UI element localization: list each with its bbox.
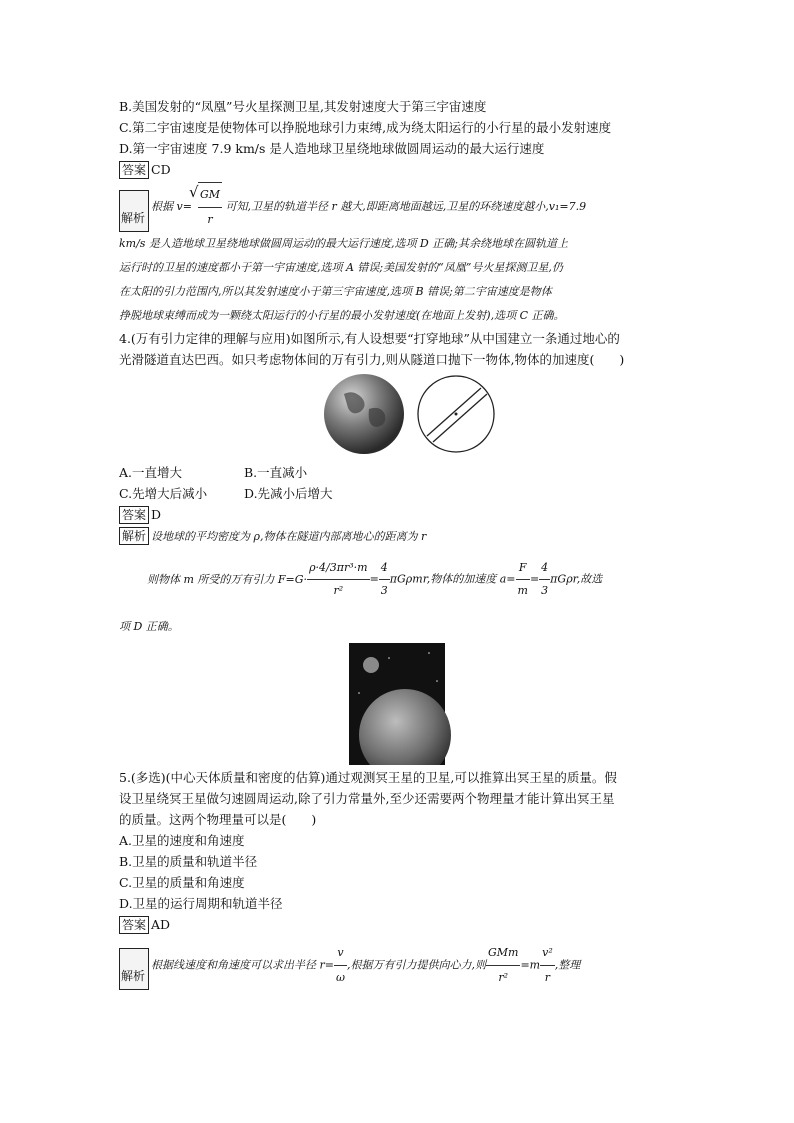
document-page [119, 96, 679, 990]
sqrt-formula: √ $\frac{GM}{r}$ [198, 182, 222, 232]
acceleration-fraction: $\frac{F}{m}$ [516, 557, 530, 602]
four-thirds-fraction-1: $\frac{4}{3}$ [379, 557, 390, 602]
earth-center-dot [455, 413, 458, 416]
option-c: C.第二宇宙速度是使物体可以挣脱地球引力束缚,成为绕太阳运行的小行星的最小发射速度 [119, 120, 612, 135]
pluto-figure-svg [119, 643, 679, 765]
moon-charon [363, 657, 379, 673]
q5-analysis-row: 解析 根据线速度和角速度可以求出半径 r= $\frac{v}{\omega}$ ,根据万有引力提供向心力,则 $\frac{\text{GMm}}{\text{r²}}$ =m $\frac{\text{v²}}{r}$ ,整理 [119, 941, 679, 990]
question-4-options-row-1 [119, 462, 679, 483]
q4-answer-row [119, 504, 679, 525]
answer-value: CD [151, 162, 171, 177]
earth-figure-svg [119, 374, 679, 454]
analysis-line-4: 在太阳的引力范围内,所以其发射速度小于第三宇宙速度,选项 B 错误;第二宇宙速度是物体 [119, 285, 552, 298]
centripetal-fraction: $\frac{\text{v²}}{r}$ [540, 941, 555, 990]
q5-answer-label: 答案 [119, 916, 149, 934]
q5-answer-row [119, 914, 679, 935]
earth-globe [324, 374, 404, 454]
question-4-options-row-2 [119, 483, 679, 504]
radius-fraction: $\frac{v}{\omega}$ [334, 941, 347, 990]
tunnel-wall-1 [427, 388, 481, 436]
q5-answer-value: AD [151, 917, 171, 932]
earth-tunnel-figure [119, 374, 679, 454]
q4-option-c: C.先增大后减小 [119, 486, 208, 501]
question-5-line-3: 的质量。这两个物理量可以是( ) [119, 812, 317, 827]
question-5-line-2: 设卫星绕冥王星做匀速圆周运动,除了引力常量外,至少还需要两个物理量才能计算出冥王星 [119, 791, 615, 806]
question-4-line-2: 光滑隧道直达巴西。如只考虑物体间的万有引力,则从隧道口抛下一物体,物体的加速度( ) [119, 352, 625, 367]
q5-option-b: B.卫星的质量和轨道半径 [119, 854, 258, 869]
q5-option-d: D.卫星的运行周期和轨道半径 [119, 896, 283, 911]
q5-analysis-label-box: 解析 [119, 948, 149, 990]
q4-option-b: B.一直减小 [244, 465, 308, 480]
q4-answer-label: 答案 [119, 506, 149, 524]
analysis-line-2: km/s 是人造地球卫星绕地球做圆周运动的最大运行速度,选项 D 正确;其余绕地球在圆轨道上 [119, 237, 568, 250]
tunnel-wall-2 [433, 394, 487, 442]
four-thirds-fraction-2: $\frac{4}{3}$ [539, 557, 550, 602]
analysis-row-1: 解析 根据 v= √ $\frac{GM}{r}$ 可知,卫星的轨道半径 r 越大,即距离地面越远,卫星的环绕速度越小,v₁=7.9 [119, 182, 679, 232]
q4-option-a: A.一直增大 [119, 465, 183, 480]
answer-row [119, 159, 679, 180]
q4-analysis-end: 项 D 正确。 [119, 620, 179, 633]
analysis-label-box: 解析 [119, 190, 149, 232]
q4-analysis-label: 解析 [119, 527, 149, 545]
q4-analysis-row-1: 解析 设地球的平均密度为 ρ,物体在隧道内部离地心的距离为 r [119, 525, 679, 549]
q5-option-a: A.卫星的速度和角速度 [119, 833, 245, 848]
analysis-line-3: 运行时的卫星的速度都小于第一宇宙速度,选项 A 错误;美国发射的“凤凰”号火星探测卫星,仍 [119, 261, 563, 274]
answer-label: 答案 [119, 161, 149, 179]
q5-option-c: C.卫星的质量和角速度 [119, 875, 245, 890]
option-b: B.美国发射的“凤凰”号火星探测卫星,其发射速度大于第三宇宙速度 [119, 99, 487, 114]
q4-answer-value: D [151, 507, 162, 522]
gravity-fraction: $\frac{\text{GMm}}{\text{r²}}$ [486, 941, 520, 990]
force-fraction: $\frac{\text{ρ·4/3πr³·m}}{\text{r²}}$ [307, 557, 370, 602]
question-5-line-1: 5.(多选)(中心天体质量和密度的估算)通过观测冥王星的卫星,可以推算出冥王星的质量。假 [119, 770, 617, 785]
q4-analysis-formula: 则物体 m 所受的万有引力 F=G· $\frac{\text{ρ·4/3πr³·m}}{\text{r²}}$ = $\frac{4}{3}$ πGρmr,物体的加速度 a= $\frac{F}{m}$ = $\frac{4}{3}$ πGρr,故选 [119, 549, 679, 615]
analysis-line-5: 挣脱地球束缚而成为一颗绕太阳运行的小行星的最小发射速度(在地面上发射),选项 C 正确。 [119, 309, 565, 322]
q4-option-d: D.先减小后增大 [244, 486, 333, 501]
pluto-figure [119, 643, 679, 765]
option-d: D.第一宇宙速度 7.9 km/s 是人造地球卫星绕地球做圆周运动的最大运行速度 [119, 141, 545, 156]
question-4-line-1: 4.(万有引力定律的理解与应用)如图所示,有人设想要“打穿地球”从中国建立一条通过地心的 [119, 331, 620, 346]
